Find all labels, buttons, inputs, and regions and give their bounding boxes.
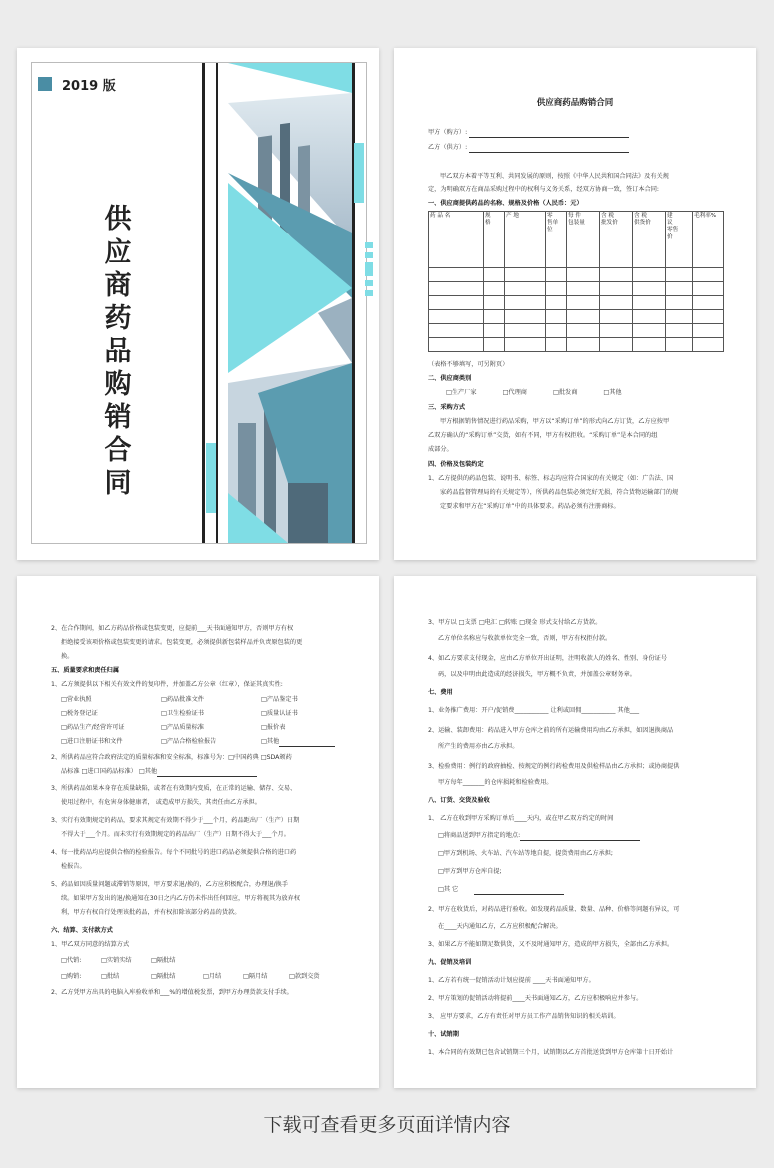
s4-line-1: 1、乙方提供的药品包装、说明书、标签、标志均应符合国家的有关规定（如：广告法、国 [428, 475, 674, 482]
s7-line: 所产生的费用亦由乙方承担。 [438, 743, 519, 750]
doc-checkbox[interactable]: □药品生产/经营许可证 [61, 724, 125, 731]
s5-line: 3、所供药品如果本身存在质量缺陷，或者在有效期内变质，在正常的运输、储存、交易、 [51, 785, 297, 792]
doc-check-row [61, 695, 298, 705]
s5-line: 不得大于___个月。而未实行有效期规定的药品出厂（生产）日期不得大于___个月。 [61, 831, 290, 838]
section-9-heading: 九、促销及培训 [428, 959, 472, 966]
table-note: （表格不够填写，可另附页） [428, 361, 509, 368]
p4-line: 码，以及申明由此造成的经济损失，甲方概不负责，并加盖公章财务章。 [438, 671, 636, 678]
s7-line: 2、运输、装卸费用：药品进入甲方仓库之前的所有运输费用均由乙方承担，如因退换商品 [428, 727, 674, 734]
section-1-heading: 一、供应商提供药品的名称、规格及价格（人民币：元） [428, 200, 583, 207]
doc-checkbox[interactable]: □产品合格检验报告 [161, 738, 217, 745]
table-row [429, 338, 724, 352]
doc-checkbox[interactable]: □质量认证书 [261, 710, 298, 717]
consignment-options [61, 956, 175, 966]
s8-line: □甲方到机场、火车站、汽车站等地自提，提货费用由乙方承担; [438, 850, 613, 857]
contract-page-3 [394, 576, 756, 1088]
s3-line-3: 成部分。 [428, 446, 453, 453]
pay-option[interactable]: □隔批结 [151, 957, 176, 964]
p4-line: 3、甲方以 □支票 □电汇 □转账 □现金 形式支付给乙方货款。 [428, 619, 602, 626]
doc-check-row [61, 737, 335, 747]
year-badge-square [38, 77, 52, 91]
s5-line: 3、实行有效期规定的药品，要求其规定有效期不得少于___个月，药品距出厂（生产）日期 [51, 817, 300, 824]
table-header-row [429, 212, 724, 268]
section-8-heading: 八、订货、交货及验收 [428, 797, 490, 804]
standard-other-blank[interactable] [157, 769, 257, 777]
table-header-cell: 产 地 [505, 212, 546, 268]
cover-accent-bar-low [206, 443, 218, 533]
cover-page [17, 48, 379, 560]
s3-line-1: 甲方根据销售情况进行药品采购，甲方以“采购订单”的形式向乙方订货，乙方应按甲 [440, 418, 670, 425]
doc-checkbox[interactable]: □产品鉴定书 [261, 696, 298, 703]
table-header-cell: 规 格 [484, 212, 505, 268]
party-b-line [428, 143, 629, 153]
s8-line: 2、甲方在收货后，对药品进行验收。如发现药品质量、数量、品种、价格等问题有异议，可 [428, 906, 680, 913]
cover-edge-line [352, 63, 355, 543]
party-b-label: 乙方（供方）: [428, 144, 468, 151]
other-blank[interactable] [279, 739, 335, 747]
table-header-cell: 建 议 零售 价 [666, 212, 693, 268]
intro-line-2: 定，为明确双方在商品采购过程中的权利与义务关系，经双方协商一致，签订本合同: [428, 186, 660, 193]
contract-page-1 [394, 48, 756, 560]
doc-check-row [61, 723, 285, 733]
pay-option[interactable]: □购销: [61, 973, 82, 980]
supplier-type-options [446, 388, 622, 398]
s5-line: 利，甲方有权自行处理该批药品，并有权扣除该部分药品的货款。 [61, 909, 241, 916]
cover-geometric-artwork [218, 63, 352, 543]
party-a-line [428, 128, 629, 138]
table-row [429, 324, 724, 338]
section-3-heading: 三、采购方式 [428, 404, 466, 411]
s7-line: 甲方每年_______的仓库损耗和检验费用。 [438, 779, 553, 786]
contract-page-2 [17, 576, 379, 1088]
doc-checkbox[interactable]: □其他 [261, 738, 280, 745]
s5-line: 5、药品如因质量问题或滞销等原因，甲方要求退/换的，乙方应积极配合，办理退/换手 [51, 881, 289, 888]
party-a-label: 甲方（购方）: [428, 129, 468, 136]
s6-2-line: 2、乙方凭甲方出具的电脑入库验收单和___%的增值税发票，到甲方办理货款支付手续。 [51, 989, 293, 996]
pay-option[interactable]: □代销: [61, 957, 82, 964]
doc-checkbox[interactable]: □产品质量标准 [161, 724, 204, 731]
cover-year: 2019 版 [62, 79, 116, 94]
s8-line: 3、如果乙方不能如期足数供货，又不及时通知甲方，造成的甲方损失，全部由乙方承担。 [428, 941, 674, 948]
doc-checkbox[interactable]: □药品批准文件 [161, 696, 204, 703]
section-5-heading: 五、质量要求和责任归属 [51, 667, 120, 674]
section-7-heading: 七、费用 [428, 689, 453, 696]
purchase-options [61, 972, 320, 982]
type-wholesaler-checkbox[interactable]: □批发商 [552, 389, 578, 396]
other-method-blank[interactable] [474, 887, 564, 895]
table-header-cell: 含 税 供货价 [633, 212, 666, 268]
s8-line: □甲方到甲方仓库自提; [438, 868, 502, 875]
s9-line: 2、甲方策划的促销活动将提前____天书面通知乙方，乙方应积极响应并参与。 [428, 995, 643, 1002]
s5-line: 品标准 □进口国药品标准） □其他 [61, 767, 257, 777]
doc-checkbox[interactable]: □卫生检验证书 [161, 710, 204, 717]
table-header-cell: 药 品 名 [429, 212, 484, 268]
p3-line: 拒绝接受该项价格或包装变更的请求。包装变更，必须提供新包装样品并负责原包装的更 [61, 639, 303, 646]
download-more-caption[interactable]: 下载可查看更多页面详情内容 [263, 1114, 511, 1136]
doc-checkbox[interactable]: □进口注册证书和文件 [61, 738, 123, 745]
table-row [429, 296, 724, 310]
pay-option[interactable]: □隔月结 [243, 973, 268, 980]
s10-line: 1、本合同的有效期已包含试销期三个月，试销期以乙方首批送货到甲方仓库第十日开始计 [428, 1049, 674, 1056]
pay-option[interactable]: □款到交货 [289, 973, 320, 980]
type-agent-checkbox[interactable]: □代理商 [502, 389, 527, 396]
s8-line: 1、 乙方在收到甲方采购订单后____天内，或在甲乙双方约定的时间 [428, 815, 614, 822]
s7-line: 3、检验费用：例行的政府抽检、按规定的例行药检费用及供检样品由乙方承担；或协商提供 [428, 763, 680, 770]
party-b-blank [469, 145, 629, 153]
s5-line: 检报告。 [61, 863, 86, 870]
table-row [429, 282, 724, 296]
s8-line: 在____天内通知乙方，乙方应积极配合解决。 [438, 923, 562, 930]
product-table [428, 211, 724, 352]
p3-line: 换。 [61, 653, 74, 660]
s9-line: 3、 应甲方要求，乙方有责任对甲方员工作产品销售知识的相关培训。 [428, 1013, 620, 1020]
cover-frame [31, 62, 367, 544]
section-4-heading: 四、价格及包装约定 [428, 461, 484, 468]
intro-line-1: 甲乙双方本着平等互利、共同发展的原则，按照《中华人民共和国合同法》及有关规 [440, 173, 669, 180]
s5-line: 续。如果甲方发出的退/换通知在30日之内乙方仍未作出任何回应，甲方将视其为放弃权 [61, 895, 300, 902]
s8-line: □将商品送到甲方指定的地点: [438, 831, 640, 841]
section-10-heading: 十、试销期 [428, 1031, 459, 1038]
delivery-location-blank[interactable] [520, 833, 640, 841]
table-row [429, 268, 724, 282]
pay-option[interactable]: □实销实结 [101, 957, 132, 964]
doc-checkbox[interactable]: □营业执照 [61, 696, 92, 703]
pay-option[interactable]: □隔批结 [151, 973, 176, 980]
doc-checkbox[interactable]: □税务登记证 [61, 710, 98, 717]
contract-title: 供应商药品购销合同 [536, 98, 614, 108]
s9-line: 1、乙方若有统一促销活动计划应提前 ____天书面通知甲方。 [428, 977, 595, 984]
cover-title: 供应商药品购销合同 [104, 204, 132, 499]
pay-option[interactable]: □月结 [203, 973, 222, 980]
s4-line-3: 定要求和甲方在“采购订单”中的具体要求。药品必须有注册商标。 [440, 503, 620, 510]
p4-line: 4、如乙方要求支付现金，应由乙方单位开出证明，注明收款人的姓名、性别、身份证号 [428, 655, 668, 662]
table-header-cell: 含 税 批发价 [600, 212, 633, 268]
s3-line-2: 乙双方确认的“采购订单”交货，如有不同，甲方有权拒收。“采购订单”是本合同的组 [428, 432, 658, 439]
s5-line: 使用过程中，有危害身体健康者， 或造成甲方损失，其责任由乙方承担。 [61, 799, 261, 806]
s5-line: 2、所供药品应符合政府法定的质量标准和安全标准，标准号为：□中国药典 □SDA颁药 [51, 754, 292, 761]
type-manufacturer-checkbox[interactable]: □生产厂家 [446, 389, 477, 396]
s5-1-line: 1、乙方须提供以下相关有效文件的复印件，并加盖乙方公章（红章），保证其真实性: [51, 681, 283, 688]
s8-line: □其 它 [438, 885, 564, 895]
p3-line: 2、在合作期间，如乙方药品价格或包装变更，应提前___天书面通知甲方，否则甲方有权 [51, 625, 294, 632]
cover-accent-bars [354, 143, 366, 233]
table-header-cell: 毛利率% [693, 212, 724, 268]
table-header-cell: 零 售单 位 [546, 212, 567, 268]
p4-line: 乙方单位名称应与收款单位完全一致，否则，甲方有权拒付款。 [438, 635, 612, 642]
table-header-cell: 每 件 包装量 [567, 212, 600, 268]
type-other-checkbox[interactable]: □其他 [603, 389, 622, 396]
pay-option[interactable]: □批结 [101, 973, 120, 980]
table-row [429, 310, 724, 324]
section-2-heading: 二、供应商类别 [428, 375, 472, 382]
s5-line: 4、每一批药品均应提供合格的检验报告。每个不同批号的进口药品必须提供合格的进口药 [51, 849, 297, 856]
s6-1-line: 1、甲乙双方同意的结算方式 [51, 941, 130, 948]
party-a-blank [469, 130, 629, 138]
section-6-heading: 六、结算、支付款方式 [51, 927, 113, 934]
s4-line-2: 家药品监督管理局的有关规定等），所供药品包装必须完好无损，符合货物运输部门的规 [440, 489, 679, 496]
s7-line: 1、业务推广费用：开户/促销费___________ 让利或回佣___________ 其他___ [428, 707, 640, 714]
cover-side-ticks [363, 242, 377, 302]
doc-checkbox[interactable]: □报价表 [261, 724, 286, 731]
cover-divider-line [202, 63, 205, 543]
doc-check-row [61, 709, 298, 719]
